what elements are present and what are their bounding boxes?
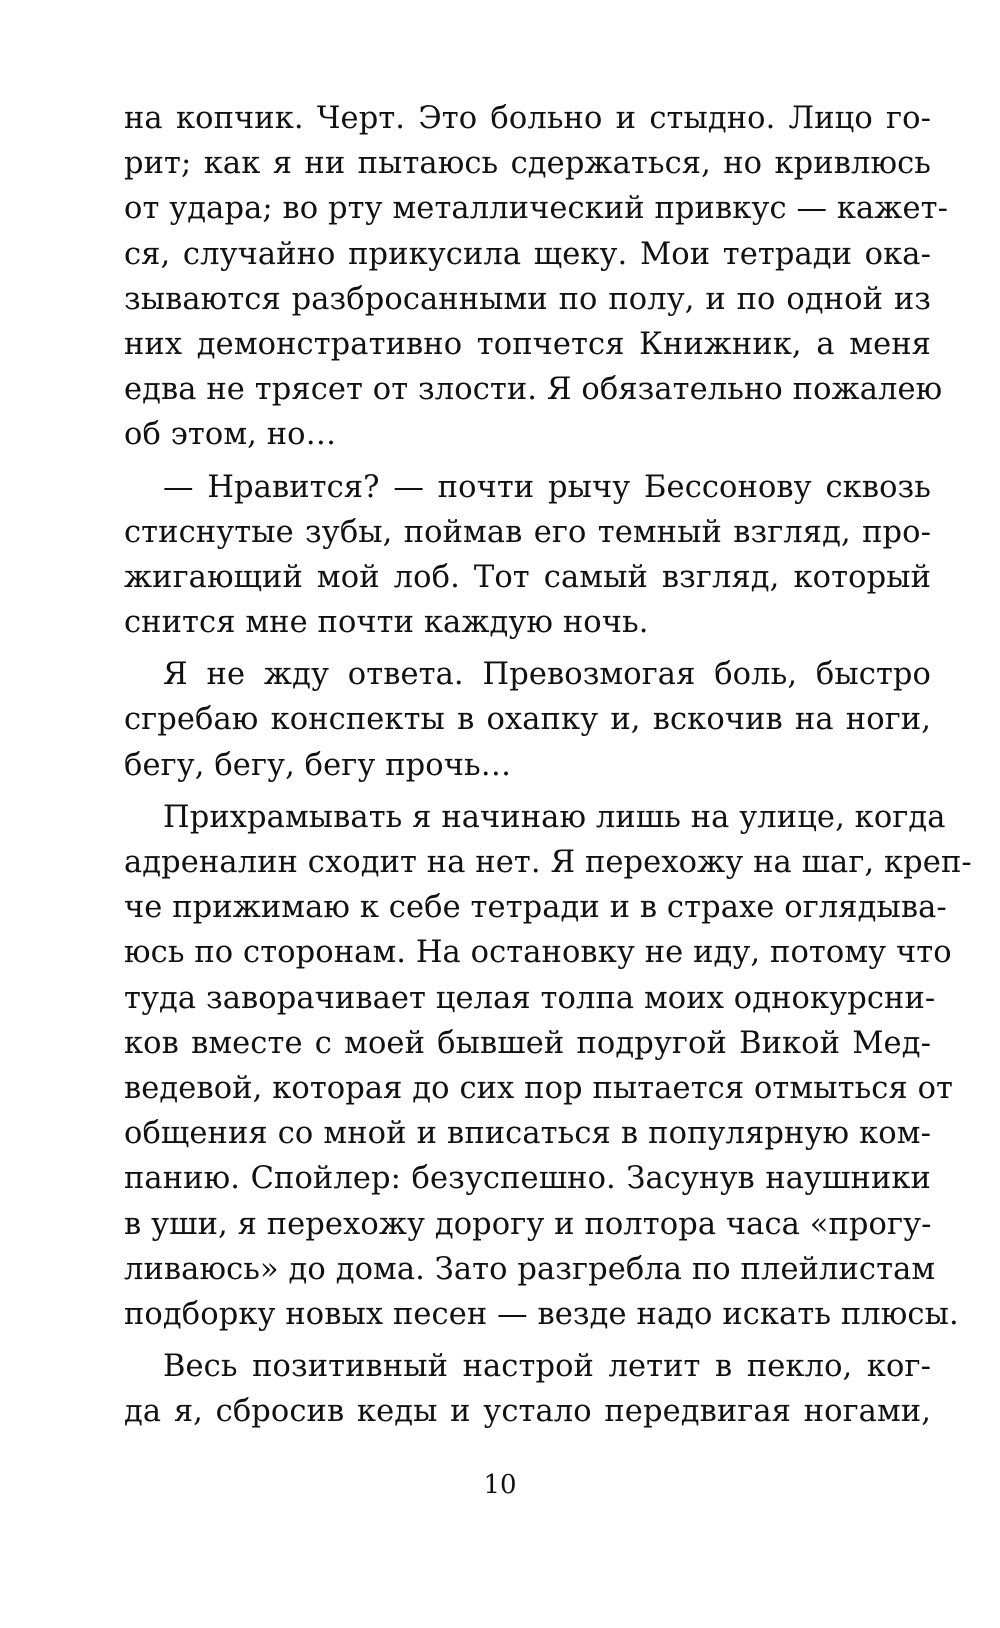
text-line: них демонстративно топчется Книжник, а меня (124, 326, 931, 362)
text-line: на копчик. Черт. Это больно и стыдно. Лицо го- (124, 101, 931, 136)
text-line: туда заворачивает целая толпа моих однокурсни- (124, 980, 936, 1016)
text-line: ливаюсь» до дома. Зато разгребла по плейлистам (124, 1251, 936, 1287)
paragraph-gap (124, 788, 931, 795)
text-line: че прижимаю к себе тетради и в страхе оглядыва- (124, 890, 947, 926)
text-line: адреналин сходит на нет. Я перехожу на шаг, креп- (124, 845, 972, 880)
text-line: стиснутые зубы, поймав его темный взгляд, про- (124, 514, 931, 550)
text-line: едва не трясет от злости. Я обязательно пожалею (124, 372, 943, 408)
text-line: ков вместе с моей бывшей подругой Викой Мед- (124, 1025, 931, 1061)
text-line: юсь по сторонам. На остановку не иду, потому что (124, 935, 952, 971)
text-line: панию. Спойлер: безуспешно. Засунув наушники (124, 1161, 931, 1197)
text-line: — Нравится? — почти рычу Бессонову сквозь (163, 469, 931, 505)
text-line: Я не жду ответа. Превозмогая боль, быстро (163, 657, 931, 693)
text-line: в уши, я перехожу дорогу и полтора часа «прогу- (124, 1206, 932, 1242)
text-line: да я, сбросив кеды и устало передвигая ногами, (124, 1394, 931, 1430)
text-line: ся, случайно прикусила щеку. Мои тетради ока- (124, 236, 931, 272)
text-line: Прихрамывать я начинаю лишь на улице, когда (163, 799, 946, 835)
paragraph-gap (124, 458, 931, 465)
text-line: ведевой, которая до сих пор пытается отмыться от (124, 1070, 954, 1106)
text-line: подборку новых песен — везде надо искать плюсы. (124, 1296, 959, 1332)
text-line: общения со мной и вписаться в популярную ком- (124, 1116, 931, 1152)
body-text (124, 96, 972, 1434)
text-line: бегу, бегу, бегу прочь… (124, 747, 512, 783)
text-line: снится мне почти каждую ночь. (124, 605, 649, 641)
text-line: жигающий мой лоб. Тот самый взгляд, который (124, 559, 931, 595)
text-line: об этом, но… (124, 417, 337, 453)
text-line: рит; как я ни пытаюсь сдержаться, но кривлюсь (124, 146, 931, 182)
text-line: зываются разбросанными по полу, и по одной из (124, 281, 931, 317)
text-line: от удара; во рту металлический привкус — кажет- (124, 191, 948, 227)
paragraph-gap (124, 645, 931, 652)
paragraph-gap (124, 1337, 931, 1344)
page-number: 10 (483, 1470, 517, 1500)
text-line: Весь позитивный настрой летит в пекло, ког- (163, 1349, 931, 1385)
text-line: сгребаю конспекты в охапку и, вскочив на ноги, (124, 702, 931, 738)
